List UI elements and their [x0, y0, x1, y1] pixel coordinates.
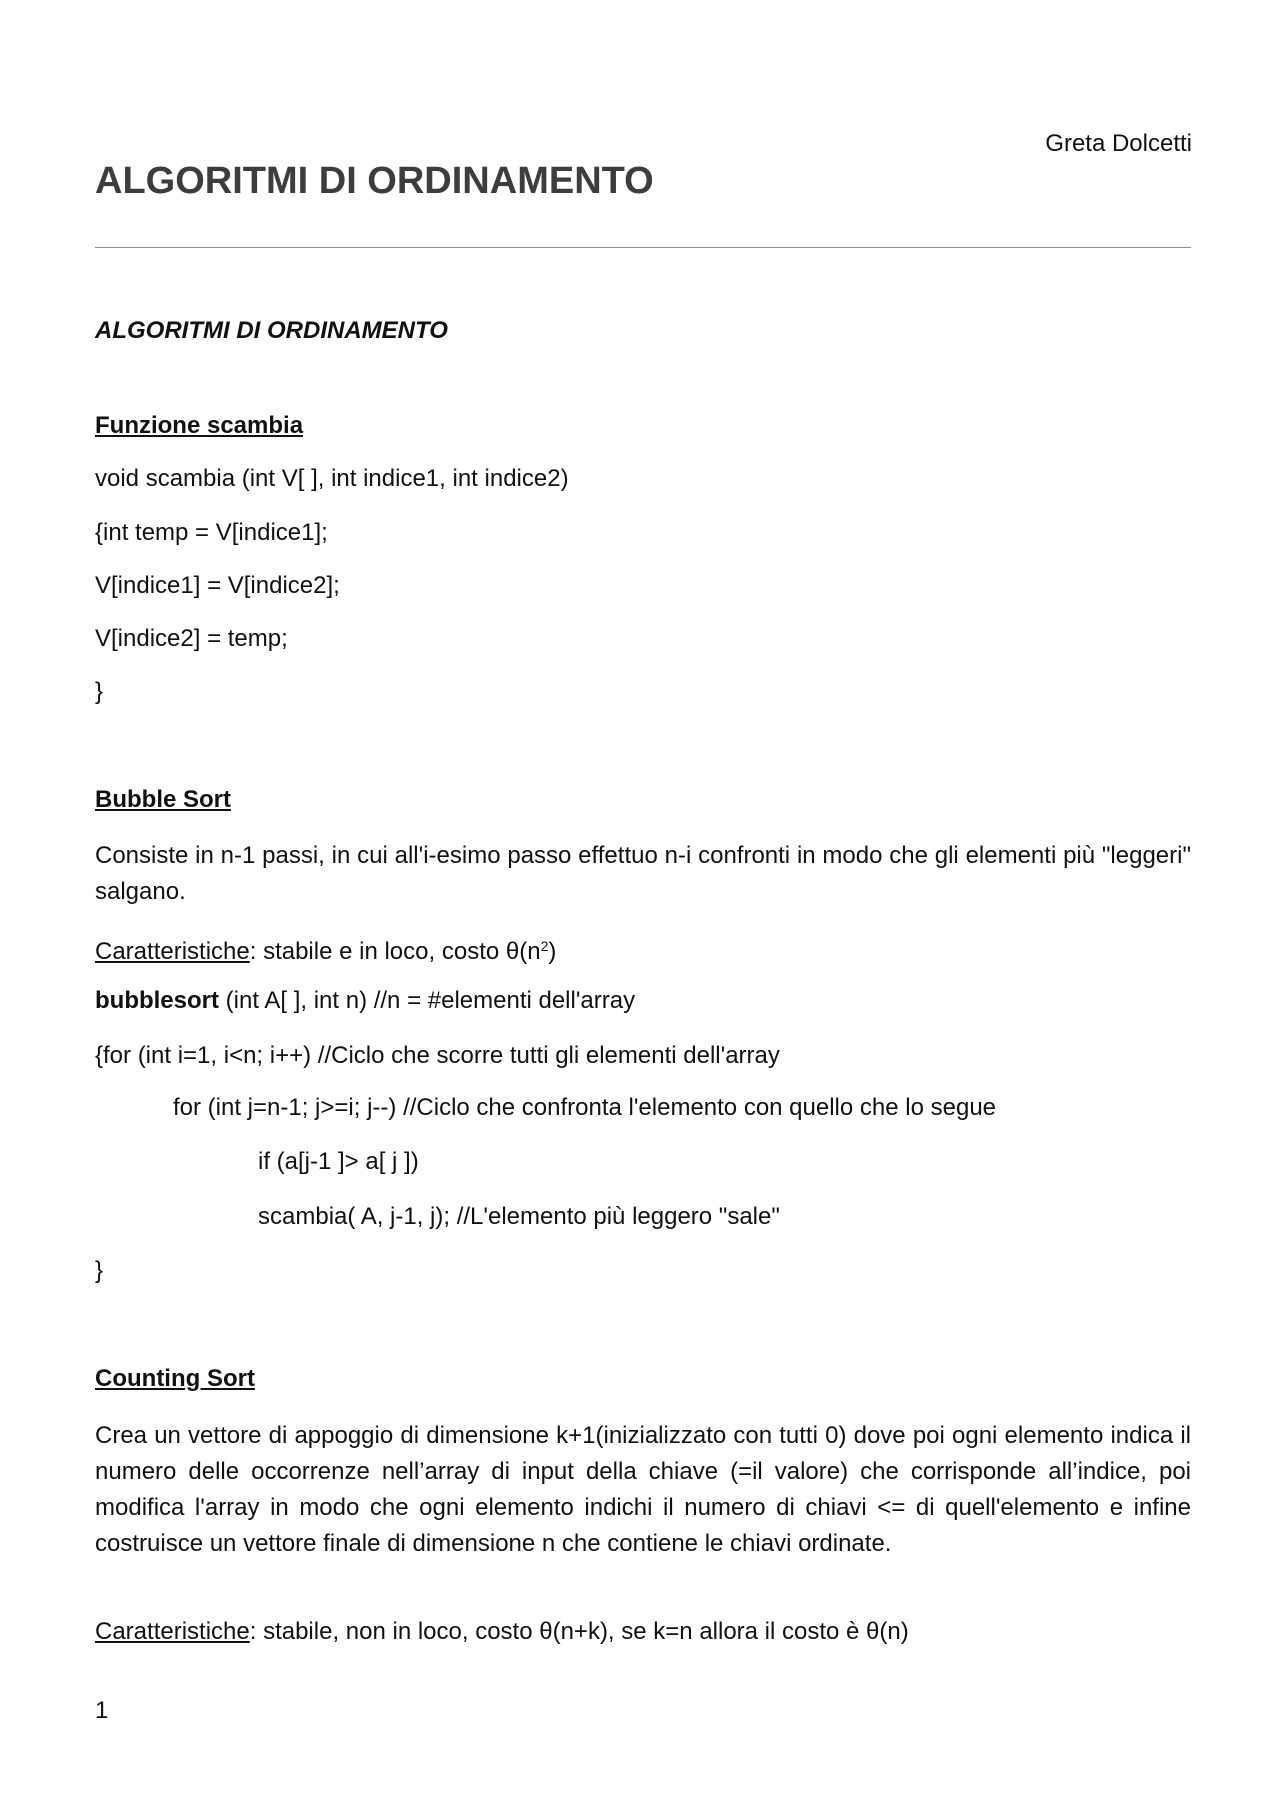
section-subtitle: ALGORITMI DI ORDINAMENTO	[95, 317, 448, 344]
counting-heading: Counting Sort	[95, 1365, 255, 1392]
scambia-code-line: }	[95, 678, 104, 705]
bubble-code-line: }	[95, 1257, 104, 1284]
function-name: bubblesort	[95, 987, 219, 1014]
exponent: 2	[540, 938, 549, 954]
bubble-code-line: scambia( A, j-1, j); //L'elemento più leggero "sale"	[258, 1203, 780, 1230]
characteristics-label: Caratteristiche	[95, 938, 250, 965]
bubble-characteristics	[95, 931, 556, 967]
characteristics-end: )	[548, 938, 557, 965]
characteristics-text: : stabile e in loco, costo θ(n	[249, 938, 541, 965]
bubble-signature	[95, 986, 635, 1016]
characteristics-text: : stabile, non in loco, costo θ(n+k), se k=n allora il costo è θ(n)	[249, 1618, 909, 1645]
scambia-heading: Funzione scambia	[95, 412, 304, 439]
counting-description: Crea un vettore di appoggio di dimensione k+1(inizializzato con tutti 0) dove poi ogni elemento indica il numero delle occorrenze nell’array di input della chiave (=il valore) che corrisponde all’indice, poi modifica l'array in modo che ogni elemento indichi il numero di chiavi <= di quell'elemento e infine costruisce un vettore finale di dimensione n che contiene le chiavi ordinate.	[95, 1422, 1191, 1557]
page-number: 1	[95, 1697, 109, 1724]
bubble-code-line: {for (int i=1, i<n; i++) //Ciclo che scorre tutti gli elementi dell'array	[95, 1042, 780, 1069]
scambia-code-line: {int temp = V[indice1];	[95, 519, 328, 546]
author-name: Greta Dolcetti	[1045, 130, 1192, 157]
scambia-code-line: V[indice1] = V[indice2];	[95, 572, 340, 599]
characteristics-label: Caratteristiche	[95, 1618, 250, 1645]
bubble-description: Consiste in n-1 passi, in cui all'i-esimo passo effettuo n-i confronti in modo che gli elementi più "leggeri" salgano.	[95, 842, 1191, 905]
bubble-code-line: for (int j=n-1; j>=i; j--) //Ciclo che confronta l'elemento con quello che lo segue	[173, 1094, 997, 1121]
document-title: ALGORITMI DI ORDINAMENTO	[95, 160, 654, 202]
function-params: (int A[ ], int n) //n = #elementi dell'array	[219, 987, 636, 1014]
bubble-heading: Bubble Sort	[95, 786, 231, 813]
bubble-code-line: if (a[j-1 ]> a[ j ])	[258, 1148, 419, 1175]
title-divider	[95, 247, 1191, 248]
scambia-code-line: V[indice2] = temp;	[95, 625, 288, 652]
counting-characteristics	[95, 1617, 909, 1647]
scambia-code-line: void scambia (int V[ ], int indice1, int indice2)	[95, 465, 569, 492]
